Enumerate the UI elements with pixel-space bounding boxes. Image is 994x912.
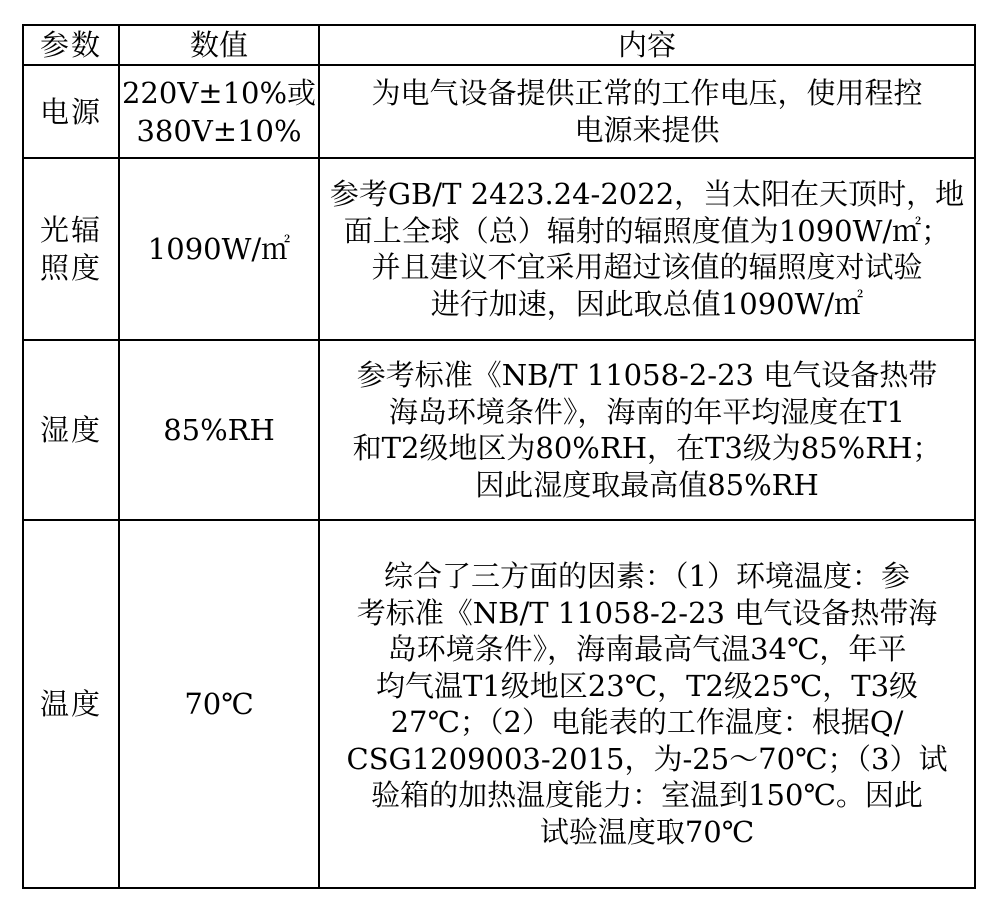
content-cell: 参考标准《NB/T 11058-2-23 电气设备热带 海岛环境条件》，海南的年平均湿度在T1 和T2级地区为80%RH，在T3级为85%RH； 因此湿度取最高值85%RH <box>319 340 975 520</box>
table-row-irradiance <box>23 158 975 340</box>
value-cell: 1090W/㎡ <box>119 158 319 340</box>
table-row-temperature <box>23 520 975 888</box>
header-param: 参数 <box>23 25 119 65</box>
content-cell: 参考GB/T 2423.24-2022，当太阳在天顶时，地 面上全球（总）辐射的辐照度值为1090W/㎡； 并且建议不宜采用超过该值的辐照度对试验 进行加速，因此取总值1090W/㎡ <box>319 158 975 340</box>
param-cell: 湿度 <box>23 340 119 520</box>
value-cell: 70℃ <box>119 520 319 888</box>
param-cell: 电源 <box>23 65 119 158</box>
header-value: 数值 <box>119 25 319 65</box>
table-row-power <box>23 65 975 158</box>
param-cell: 温度 <box>23 520 119 888</box>
value-cell: 220V±10%或 380V±10% <box>119 65 319 158</box>
header-row <box>23 25 975 65</box>
value-cell: 85%RH <box>119 340 319 520</box>
param-cell: 光辐 照度 <box>23 158 119 340</box>
header-content: 内容 <box>319 25 975 65</box>
content-cell: 为电气设备提供正常的工作电压，使用程控 电源来提供 <box>319 65 975 158</box>
parameter-table <box>22 24 976 889</box>
table-row-humidity <box>23 340 975 520</box>
content-cell: 综合了三方面的因素：（1）环境温度：参 考标准《NB/T 11058-2-23 电气设备热带海 岛环境条件》，海南最高气温34℃，年平 均气温T1级地区23℃，T2级25℃，T3级 27℃；（2）电能表的工作温度：根据Q/ CSG1209003-2015，为-25～70℃；（3）试 验箱的加热温度能力：室温到150℃。因此 试验温度取70℃ <box>319 520 975 888</box>
